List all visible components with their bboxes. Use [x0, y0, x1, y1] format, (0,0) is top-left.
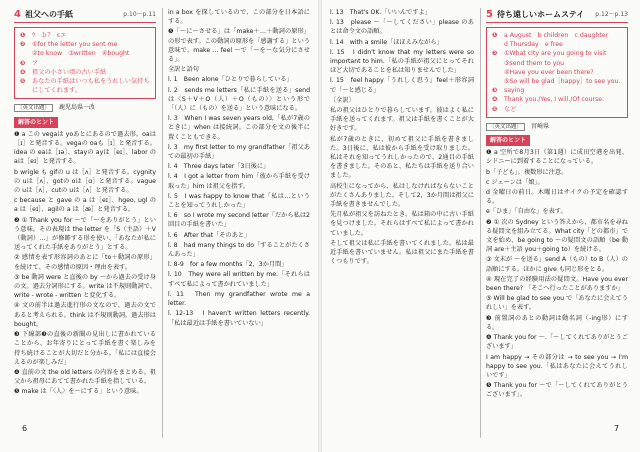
- answer-text: d Thursday e free: [504, 41, 563, 49]
- column-divider: [480, 8, 481, 438]
- section-title: 待ち遠しいホームステイ: [496, 10, 585, 20]
- answer-text: あなたの手紙はいつも私をうれしい気持ちにしてくれます。: [32, 78, 150, 95]
- answer-number: ❹: [492, 96, 498, 104]
- book-gutter: [318, 0, 322, 452]
- paragraph: b wrigle も gifの u は［ʌ］と発音する。cygnity の uは［ʌ］、gotの oは［ɑ］と発音する。vagueの uは［ʌ］、cutの uは［ʌ］と発音する。: [14, 168, 156, 195]
- paragraph: l. 15 I didn't know that my letters were so important to him.「私の手紙が祖父にとってそれほど大切であることを私は知りませんでした」: [330, 48, 474, 75]
- paragraph: l. 4 Three days later「3日後に」: [168, 163, 270, 171]
- answer-number: [492, 59, 504, 68]
- paragraph: c ジェーンは「娘」。: [486, 178, 544, 186]
- paragraph: l. 2 sends me letters「私に手紙を送る」send は〈S＋V＋O（人）＋O（もの）〉という形で「（人）に（もの）を送る」という意味になる。: [168, 86, 310, 113]
- hint-heading: 解答のヒント: [14, 117, 58, 128]
- answer-number: [492, 68, 504, 77]
- answer-text: ア: [32, 59, 39, 67]
- paragraph: ❸ 前置詞のあとの動詞は動名詞（-ing形）にする。: [486, 314, 628, 331]
- paragraph: l. 5 I was happy to know that「私は…ということを知ってうれしかった」: [168, 192, 310, 210]
- answer-text: など: [504, 105, 517, 113]
- answer-number: ❷: [20, 41, 26, 49]
- paragraph: l. 3 my first letter to my grandfather「祖父あての最初の手紙」: [168, 143, 310, 161]
- answer-row: [492, 86, 622, 95]
- paragraph: ❺「～に～させる」は「make＋…＋動詞の原形」の形で表す。この動詞の原形を「感謝する」という意味で、make … feel ～で「～を～な気分にさせる」。: [168, 28, 310, 64]
- answer-box: [486, 27, 628, 118]
- column-divider: [162, 8, 163, 438]
- paragraph: l. 13 please ～「～してください」please のあとは命令文の語順。: [330, 19, 474, 36]
- commentary-text: [168, 8, 310, 328]
- hint-text: [486, 148, 628, 399]
- paragraph: l. 4 I got a letter from him「彼から手紙を受け取った」him は祖父を指す。: [168, 173, 310, 190]
- paragraph: ❶ a 空所で8月3日（第1週）に成田空港を出発、シドニーに到着することになっている。: [486, 149, 628, 166]
- left-page-column-1: [14, 8, 156, 438]
- paragraph: I am happy → その部分は → to see you → I'm happy to see you.「私はあなたに会えてうれしいです」: [486, 353, 628, 379]
- paragraph: ② 感情を表す形容詞のあとに「to＋動詞の原形」を続けて、その感情の原因・理由を表す。: [14, 254, 156, 271]
- paragraph: 先月私が祖父を訪ねたとき、私は箱の中に古い手紙を見つけました。それらはすべて私によって書かれていました。: [330, 211, 474, 237]
- answer-row: [20, 59, 150, 68]
- paragraph: l. 3 When I was seven years old,「私が7歳のときに」when は接続詞。この部分を文の後半に置くこともできる。: [168, 115, 310, 141]
- answer-number: ❸: [492, 87, 498, 95]
- answer-row: [492, 68, 622, 77]
- source-label: 〔英文出題〕: [14, 104, 53, 112]
- paragraph: b「子ども」。複数形に注意。: [486, 168, 568, 176]
- answer-number: ❹: [20, 68, 26, 76]
- answer-box: [14, 27, 156, 99]
- paragraph: 私の祖父はひとりで暮らしています。彼はよく私に手紙を送ってくれます。祖父は手紙を書くことが大好きです。: [330, 107, 474, 133]
- answer-text: 祖父の小さい頃の古い手紙: [32, 68, 107, 76]
- answer-text: ②to know ③written ④bought: [32, 50, 130, 58]
- page-number-left: 6: [22, 424, 28, 433]
- answer-row: [492, 40, 622, 49]
- source-value: 鹿児島県一改: [58, 104, 95, 112]
- paragraph: ❹ 直前の文 the old letters の内容をまとめる。祖父から祖母にあてて書かれた手紙を指している。: [14, 368, 156, 386]
- paragraph: ⑤ Will be glad to see you で「あなたに会えてうれしい」を表す。: [486, 295, 628, 312]
- answer-text: Thank you./Yes, I will./Of course.: [504, 96, 605, 104]
- paragraph: ❹ Thank you for ～.「～してくれてありがとうございます」: [486, 334, 628, 351]
- answer-text: a August b children c daughter: [504, 32, 609, 39]
- paragraph: ❺ Thank you for ～で「～してくれてありがとうございます」。: [486, 382, 628, 399]
- answer-row: [20, 31, 150, 40]
- answer-text: ④Have you ever been there?: [504, 68, 594, 76]
- answer-number: [492, 40, 504, 49]
- paragraph: そして祖父は私に手紙を書いてくれました。私は最近手紙を書いていません。私は祖父にまた手紙を書くつもりです。: [330, 239, 474, 266]
- paragraph: d 金曜日の前日。木曜日はサイクの予定を確認する。: [486, 189, 628, 206]
- paragraph: 全訳と語句: [168, 66, 199, 74]
- section-title: 祖父への手紙: [24, 10, 73, 20]
- source-meta: [14, 103, 156, 113]
- answer-row: [492, 59, 622, 68]
- answer-number: ❺: [492, 105, 498, 113]
- answer-text: ①What city are you going to visit: [504, 50, 607, 58]
- section-page-ref: p.10～p.11: [123, 11, 156, 19]
- paragraph: ③ be 動詞 were と直後の by ～から過去の受け身の文。過去分詞形にする。write は不規則動詞で、write - wrote - written と変化する。: [14, 273, 156, 300]
- section-number: 5: [486, 9, 493, 21]
- answer-number: [20, 49, 32, 58]
- section-number: 4: [14, 9, 21, 21]
- right-page: [330, 8, 628, 446]
- paragraph: l. 15 feel happy「うれしく思う」feel＋形容詞で「～と感じる」: [330, 77, 474, 94]
- answer-row: [492, 49, 622, 58]
- answer-row: [492, 105, 622, 114]
- left-page-column-2: [168, 8, 310, 438]
- paragraph: ❷ ① Thank you for ～で「～をありがとう」という意味。その表現は the letter を「S（主語）＋V（動詞）…」が修飾する形を使い、「あなたが私に送ってくれた手紙をありがとう」とする。: [14, 216, 156, 252]
- paragraph: ④ 現在完了の経験用法の疑問文。Have you ever been there? 「そこへ行ったことがありますか」: [486, 275, 628, 293]
- paragraph: l. 10 They were all written by me.「それらはすべて私によって書かれていました」: [168, 271, 310, 288]
- answer-number: ❶: [20, 32, 26, 39]
- answer-text: ｳ ｂｱ cエ: [32, 32, 67, 39]
- section-page-ref: p.12～p.13: [595, 11, 628, 19]
- paragraph: ❸ 下線部❸の直後の新聞の見出しに書かれていることから、お年寄りにとって手紙を書く楽しみを持ち続けることが大切だと分かる。「私には直接会えるのが楽しみだ」: [14, 331, 156, 366]
- paragraph: l. 12-13 I haven't written letters recently.「私は最近は手紙を書いていない」: [168, 310, 310, 327]
- paragraph: ❺ make は「〈人〉を～にする」という意味。: [14, 388, 143, 396]
- answer-text: ①for the letter you sent me: [32, 41, 118, 49]
- paragraph: l. 1 Been alone「ひとりで暮らしている」: [168, 76, 293, 84]
- answer-number: ❷: [492, 50, 498, 58]
- paragraph: l. 8 had many things to do「することがたくさんあった」: [168, 241, 310, 259]
- hint-heading: 解答のヒント: [486, 135, 530, 146]
- answer-row: [20, 68, 150, 77]
- answer-number: ❸: [20, 59, 26, 67]
- answer-row: [20, 40, 150, 49]
- answer-number: ❶: [492, 32, 498, 39]
- paragraph: 〔全訳〕: [330, 96, 355, 104]
- answer-number: ❺: [20, 78, 26, 86]
- paragraph: ❶ a この vegaは yoあとにあるので過去形。oaは［ɪ］と発音する。vegaの oaも［ɪ］と発音する。idea の eaは［ɪə］、stayの ayは［eɪ］、labor の aは［eɪ］と発音する。: [14, 130, 156, 166]
- paragraph: c because と gave の a は［eɪ］、hgeo, ugl の a は［eɪ］、agilの a は［æ］と発音する。: [14, 197, 156, 214]
- answer-row: [492, 77, 622, 86]
- left-page: [14, 8, 310, 446]
- section-4-header: [14, 8, 156, 23]
- answer-text: saying: [504, 87, 525, 95]
- paragraph: ③ 文末が ～を送る」send A（もの）to B（人）の語順にする。ほかに give も同じ形をとる。: [486, 256, 628, 273]
- section-5-header: [486, 8, 628, 23]
- paragraph: 高校生になってから、私はしなければならないことがたくさんありました。そして2，3か月間は祖父に手紙を書きませんでした。: [330, 182, 474, 209]
- answer-row: [492, 31, 622, 40]
- right-page-column-2: [486, 8, 628, 438]
- answer-text: ③send them to you: [504, 59, 565, 67]
- commentary-text: [330, 8, 474, 266]
- hint-text: [14, 130, 156, 397]
- paragraph: l. 6 After that「そのあと」: [168, 231, 251, 239]
- paragraph: 私が7歳のときに、初めて祖父に手紙を書きました。3日後に、私は彼から手紙を受け取りました。私はそれを知ってうれしかったので、2通目の手紙を書きました。そのあと、私たちは手紙を送り合いました。: [330, 135, 474, 180]
- paragraph: l. 6 so I wrote my second letter「だから私は2回目の手紙を書いた」: [168, 212, 310, 229]
- answer-row: [20, 77, 150, 95]
- source-label: 〔英文出題〕: [486, 123, 525, 131]
- answer-row: [20, 49, 150, 58]
- paragraph: ④ 文の前半は過去進行形の文なので、過去の文であると考えられる。think は不規則動詞。過去形は bought。: [14, 302, 156, 328]
- right-page-column-1: [330, 8, 474, 438]
- paragraph: in a box を探しているので、この部分を日本語にする。: [168, 9, 310, 26]
- paragraph: l. 8-9 for a few months「2，3か月間」: [168, 261, 288, 269]
- answer-row: [492, 95, 622, 104]
- answer-number: [492, 77, 504, 86]
- source-value: 宮崎県: [530, 122, 549, 130]
- answer-text: ⑤So will be glad［happy］to see you.: [504, 78, 621, 86]
- paragraph: ❷ ① 次の Sydney という答えから、都市名を尋ねる疑問文を組み立てる。What city「どの都市」で文を始め、be going to ～の疑問文の語順（be 動詞 are＋主語 you＋going to）を続ける。: [486, 218, 628, 254]
- page-number-right: 7: [614, 424, 620, 433]
- source-meta: [486, 122, 628, 132]
- paragraph: e「ひま」「自由な」を表す。: [486, 208, 567, 216]
- paragraph: l. 13 That's OK.「いいんですよ」: [330, 9, 431, 16]
- paragraph: l. 11 Then my grandfather wrote me a letter.: [168, 290, 310, 308]
- paragraph: l. 14 with a smile「ほほえみながら」: [330, 38, 443, 46]
